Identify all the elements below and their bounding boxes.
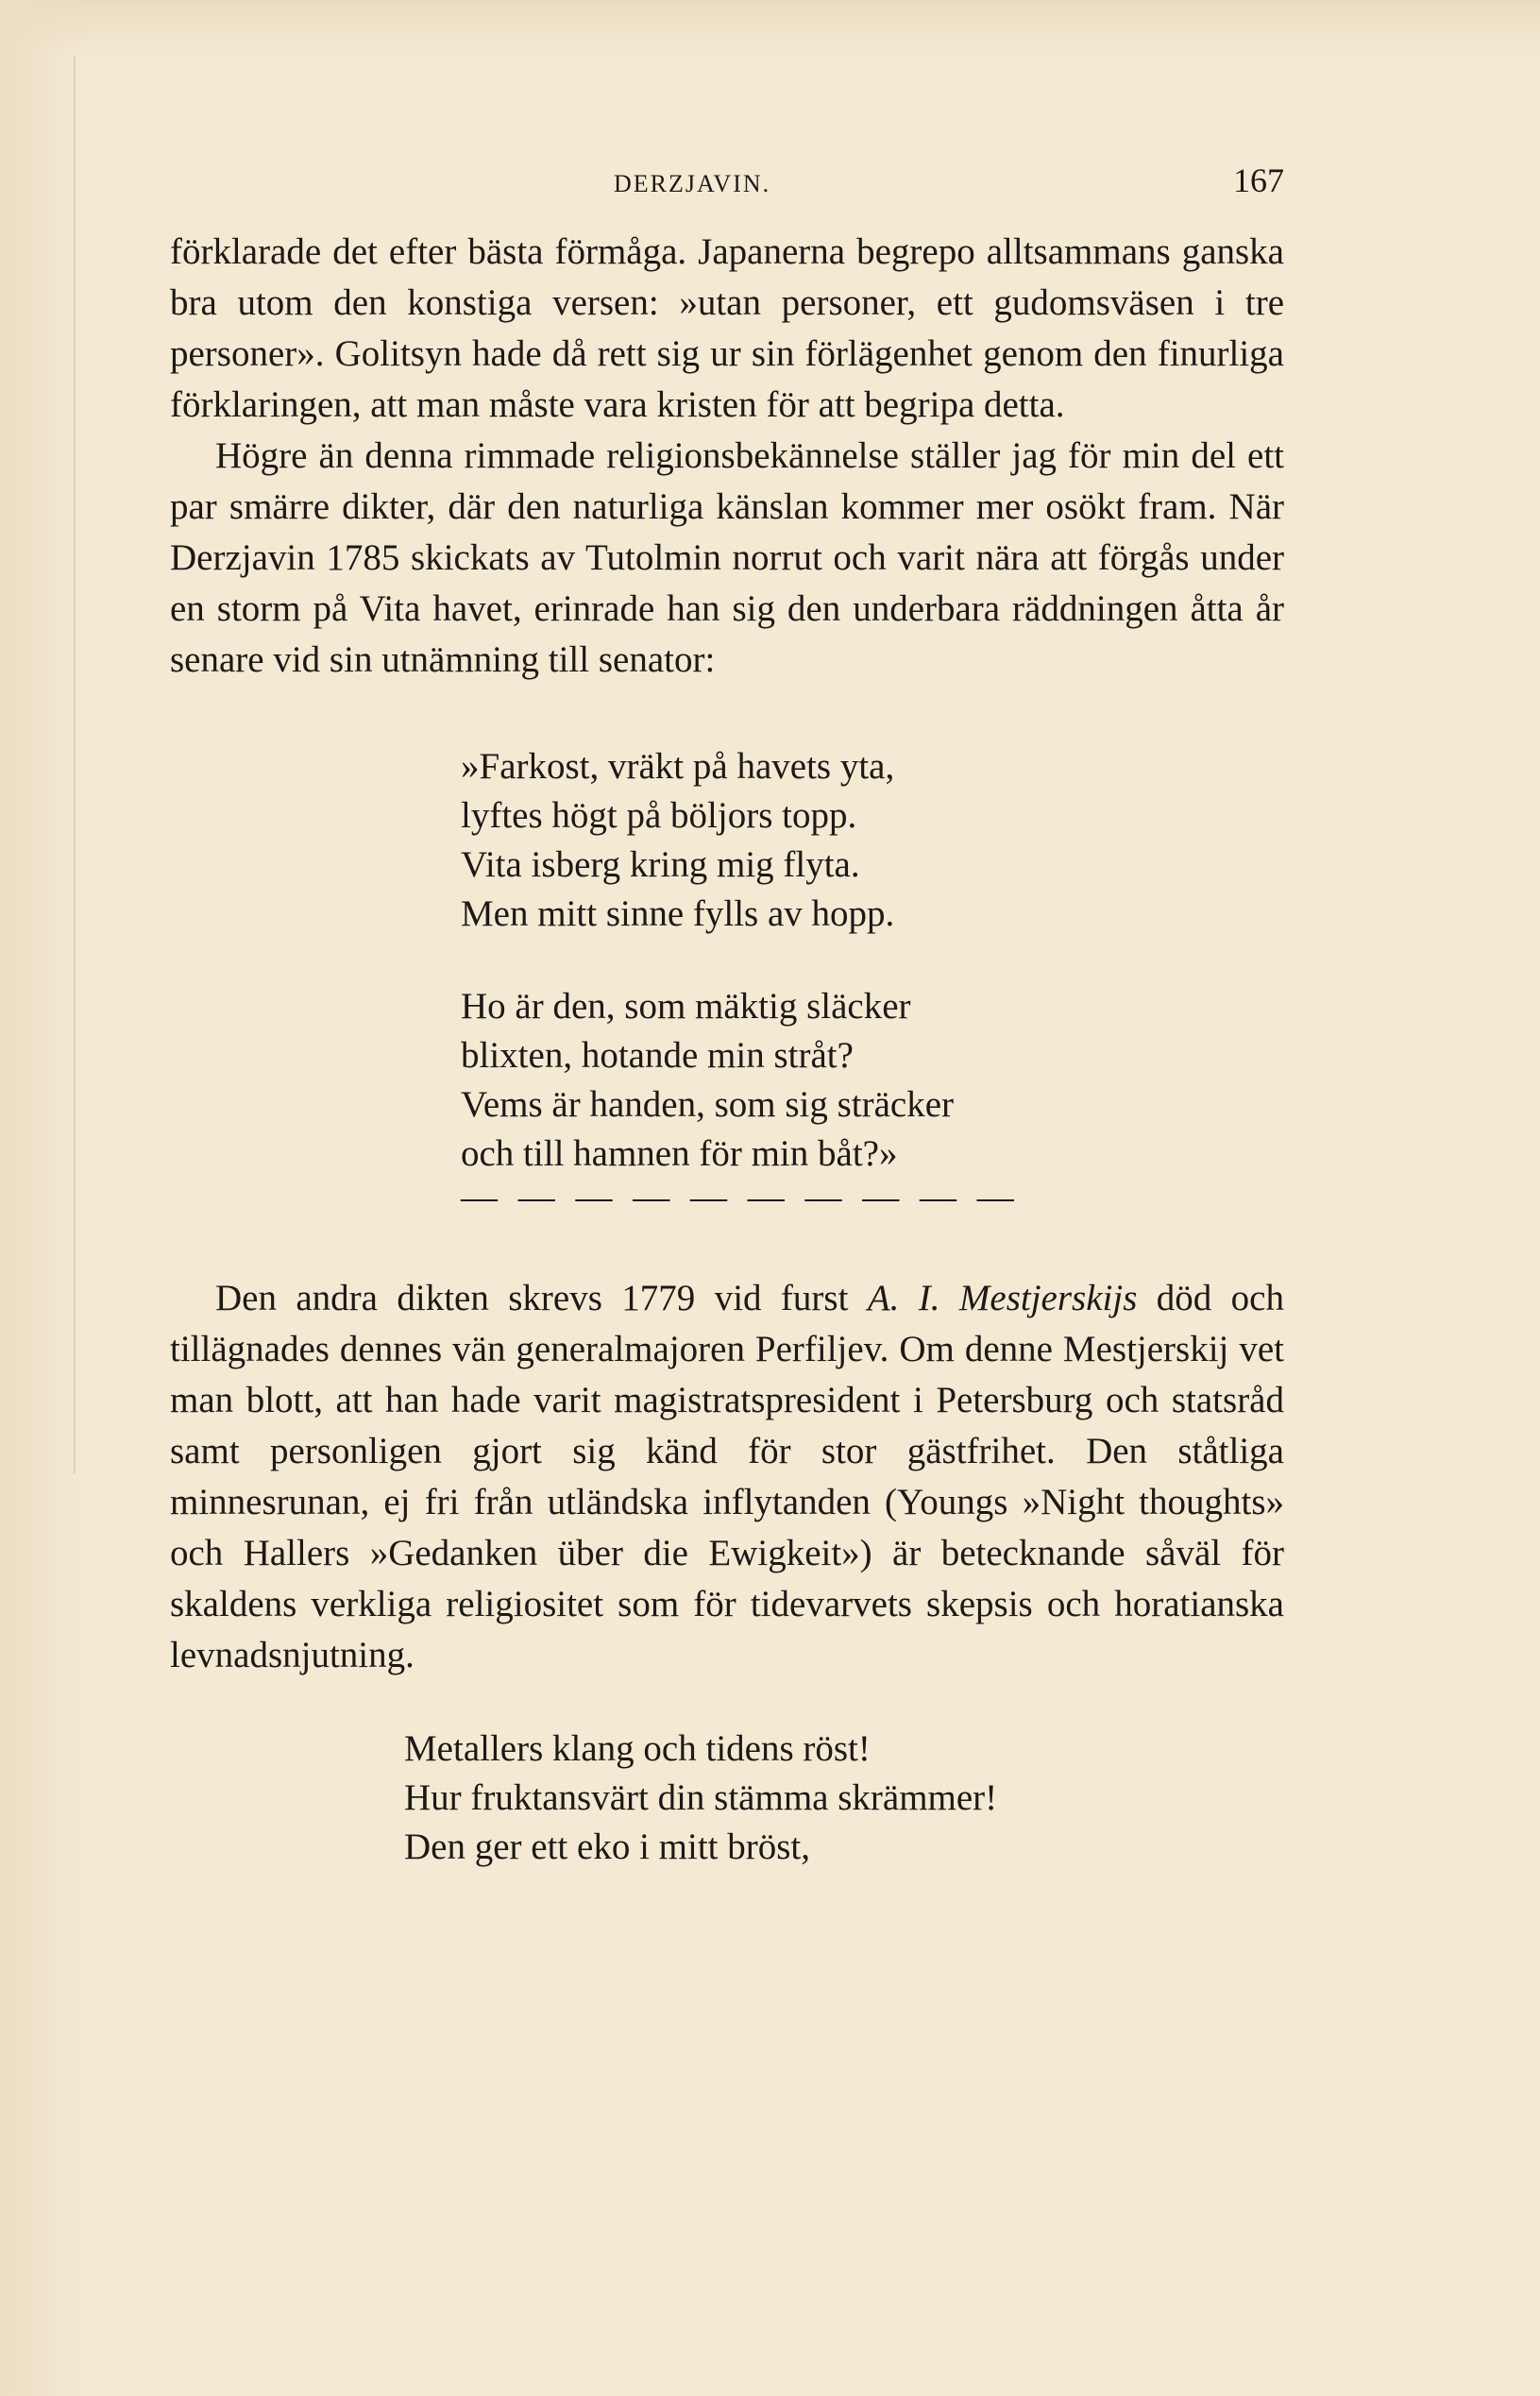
poem-line: Metallers klang och tidens röst! (404, 1728, 871, 1769)
poem-line: Vita isberg kring mig flyta. (461, 844, 860, 885)
spacer (170, 686, 1284, 742)
poem-stanza (461, 742, 1284, 939)
page-body (170, 227, 1284, 1872)
page-number: 167 (1233, 161, 1284, 199)
poem-line: Vems är handen, som sig sträcker (461, 1084, 955, 1125)
paragraph-2: Högre än denna rimmade religionsbekännelse ställer jag för min del ett par smärre dikter, där den naturliga känslan kommer mer osökt fram. När Derzjavin 1785 skickats av Tutolmin norrut och varit nära att förgås under en storm på Vita havet, erinrade han sig den underbara räddningen åtta år senare vid sin utnämning till senator: (170, 435, 1284, 680)
dash-separator: — — — — — — — — — — (461, 1177, 1020, 1217)
person-name: A. I. Mestjerskijs (867, 1278, 1138, 1318)
spacer (170, 1681, 1284, 1725)
poem-stanza (461, 982, 1284, 1179)
paragraph-3-rest: död och tillägnades dennes vän generalmajoren Perfiljev. Om denne Mestjerskij vet man blott, att han hade varit magistratspresident i Petersburg och statsråd samt personligen gjort sig känd för stor gästfrihet. Den ståtliga minnesrunan, ej fri från utländska inflytanden (Youngs »Night thoughts» och Hallers »Gedanken über die Ewigkeit») är betecknande såväl för skaldens verkliga religiositet som för tidevarvets skepsis och horatianska levnadsnjutning. (170, 1278, 1284, 1675)
poem-line: Den ger ett eko i mitt bröst, (404, 1827, 810, 1867)
page-left-shadow (0, 0, 85, 2396)
poem-line: lyftes högt på böljors topp. (461, 795, 857, 836)
poem-storm (461, 742, 1284, 1179)
poem-line: blixten, hotande min stråt? (461, 1035, 854, 1076)
page-top-shadow (0, 0, 1540, 57)
poem-line: Ho är den, som mäktig släcker (461, 986, 911, 1027)
paragraph-3-start: Den andra dikten skrevs 1779 vid furst (215, 1278, 868, 1318)
poem-line: och till hamnen för min båt?» (461, 1133, 898, 1174)
paragraph-3 (170, 1273, 1284, 1681)
poem-line: »Farkost, vräkt på havets yta, (461, 746, 895, 787)
page-fold-line (74, 57, 76, 1473)
page-header (170, 151, 1284, 208)
poem-metallers (404, 1725, 1284, 1872)
stanza-spacer (461, 939, 1284, 982)
running-head: DERZJAVIN. (614, 170, 771, 197)
spacer (170, 1216, 1284, 1273)
paragraph-1: förklarade det efter bästa förmåga. Japanerna begrepo alltsammans ganska bra utom den konstiga versen: »utan personer, ett gudomsväsen i tre personer». Golitsyn hade då rett sig ur sin förlägenhet genom den finurliga förklaringen, att man måste vara kristen för att begripa detta. (170, 231, 1284, 425)
poem-line: Men mitt sinne fylls av hopp. (461, 893, 895, 934)
poem-line: Hur fruktansvärt din stämma skrämmer! (404, 1777, 998, 1818)
